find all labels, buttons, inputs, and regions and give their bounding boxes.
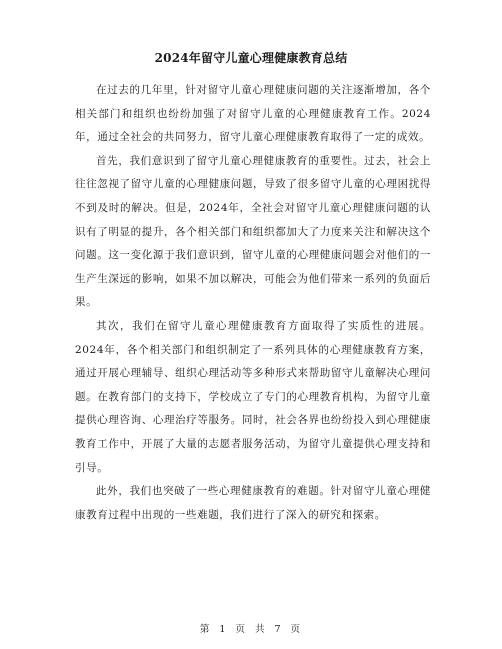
document-body <box>75 79 431 527</box>
paragraph-4: 此外，我们也突破了一些心理健康教育的难题。针对留守儿童心理健康教育过程中出现的一些难题，我们进行了深入的研究和探索。 <box>75 485 431 521</box>
paragraph-2: 首先，我们意识到了留守儿童心理健康教育的重要性。过去，社会上往往忽视了留守儿童的心理健康问题，导致了很多留守儿童的心理困扰得不到及时的解决。但是，2024年，全社会对留守儿童心理健康问题的认识有了明显的提升，各个相关部门和组织都加大了力度来关注和解决这个问题。这一变化源于我们意识到，留守儿童的心理健康问题会对他们的一生产生深远的影响，如果不加以解决，可能会为他们带来一系列的负面后果。 <box>75 154 431 309</box>
document-title: 2024年留守儿童心理健康教育总结 <box>154 51 348 65</box>
paragraph-1: 在过去的几年里，针对留守儿童心理健康问题的关注逐渐增加，各个相关部门和组织也纷纷加强了对留守儿童的心理健康教育工作。2024年，通过全社会的共同努力，留守儿童心理健康教育取得了一定的成效。 <box>75 84 431 144</box>
paragraph-3: 其次，我们在留守儿童心理健康教育方面取得了实质性的进展。2024年，各个相关部门和组织制定了一系列具体的心理健康教育方案，通过开展心理辅导、组织心理活动等多种形式来帮助留守儿童解决心理问题。在教育部门的支持下，学校成立了专门的心理教育机构，为留守儿童提供心理咨询、心理治疗等服务。同时，社会各界也纷纷投入到心理健康教育工作中，开展了大量的志愿者服务活动，为留守儿童提供心理支持和引导。 <box>75 319 431 474</box>
page-number-footer: 第 1 页 共 7 页 <box>199 624 303 635</box>
